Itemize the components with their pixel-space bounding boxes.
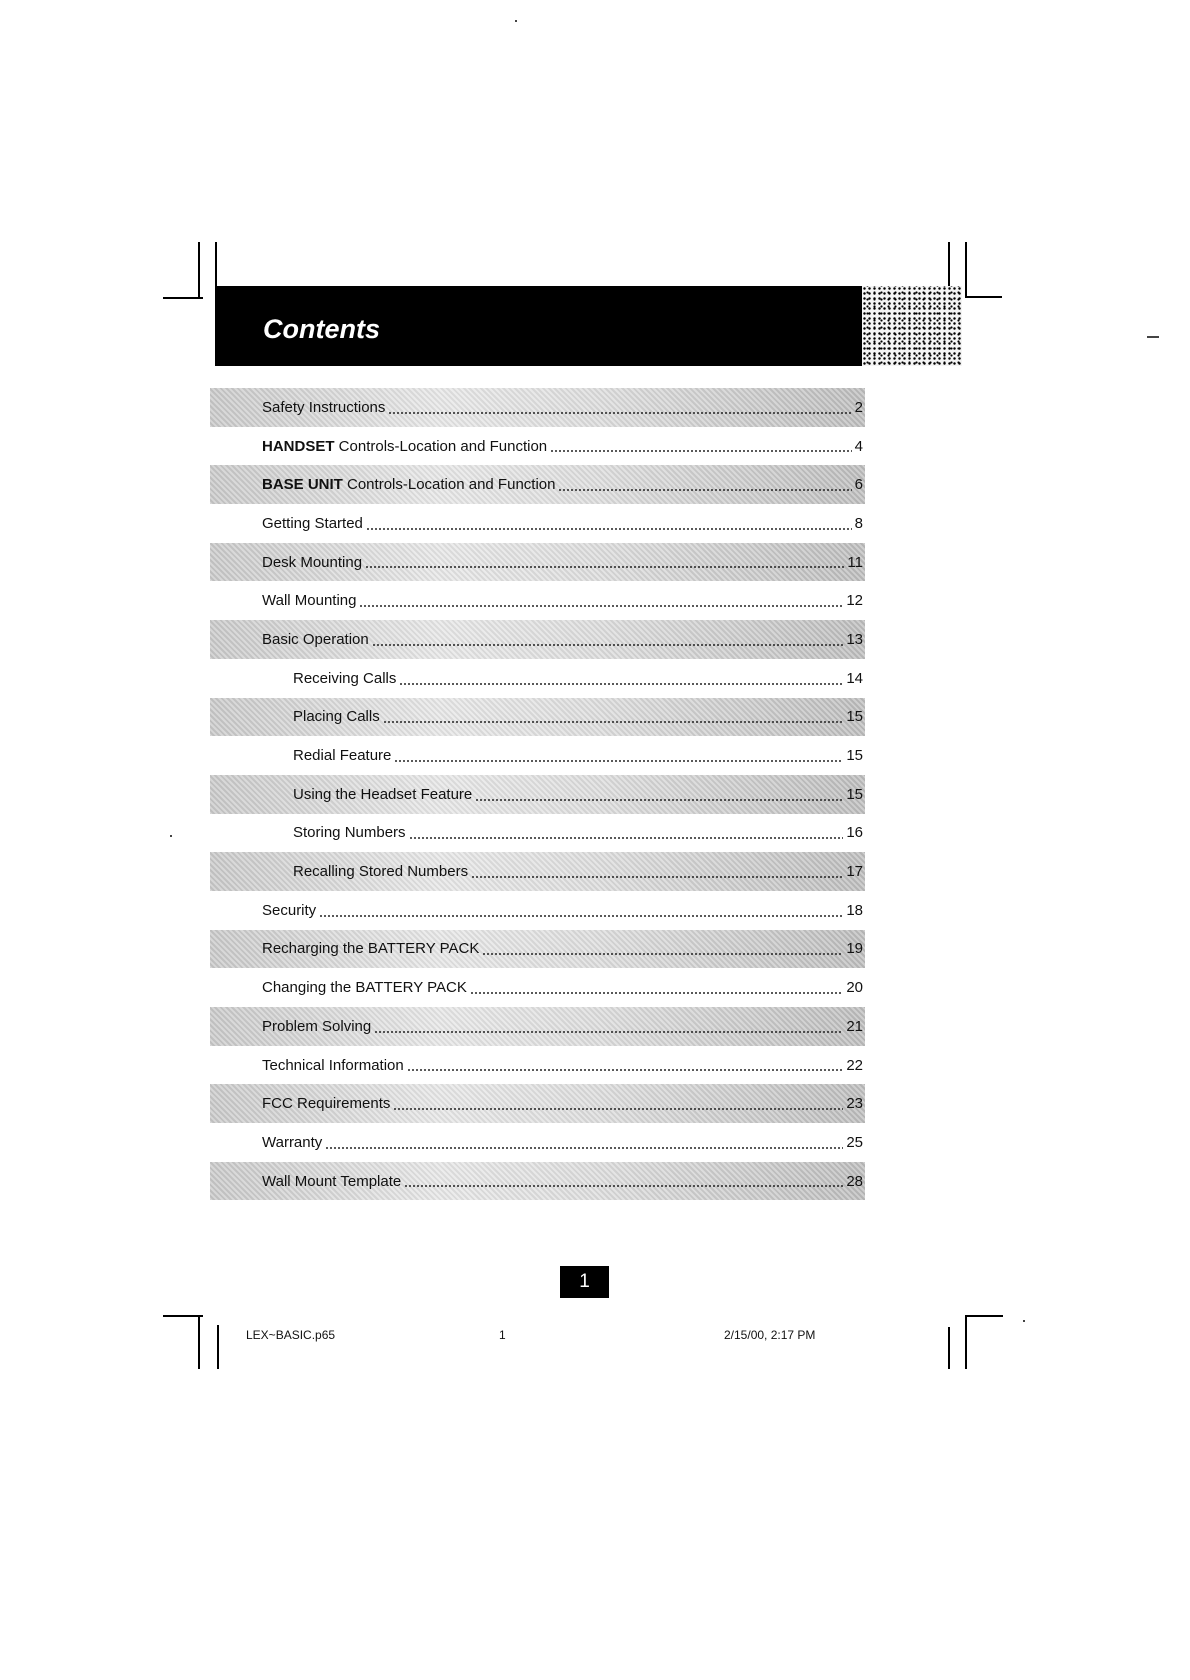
toc-entry-text: Getting Started: [262, 514, 363, 532]
crop-mark: [965, 242, 967, 297]
toc-entry-text: Recharging the BATTERY PACK: [262, 940, 480, 958]
toc-leader-dots: [550, 449, 852, 453]
toc-entry-text: Controls-Location and Function: [342, 476, 556, 494]
toc-entry-label: [262, 554, 362, 571]
toc-entry-label: [293, 863, 468, 880]
toc-entry-label: [293, 670, 396, 687]
toc-entry-text: Using the Headset Feature: [293, 785, 473, 803]
footer-file-name: LEX~BASIC.p65: [246, 1328, 336, 1342]
toc-entry-page: 4: [854, 437, 863, 455]
toc-leader-dots: [407, 1068, 844, 1072]
toc-entry-page: 12: [846, 592, 863, 610]
toc-entry: [210, 1046, 865, 1085]
toc-entry-label: [262, 1057, 404, 1074]
scan-speck: [170, 835, 172, 837]
toc-entry-label: [262, 979, 467, 996]
toc-entry-text: Problem Solving: [262, 1017, 372, 1035]
toc-entry-label: [262, 592, 356, 609]
toc-entry-page: 14: [846, 669, 863, 687]
toc-entry-label: [262, 1134, 322, 1151]
crop-mark: [965, 1315, 1003, 1317]
crop-mark: [163, 297, 203, 299]
toc-entry-label: [262, 1173, 401, 1190]
toc-entry-bold-term: BASE UNIT: [262, 476, 343, 494]
toc-entry-text: Redial Feature: [293, 747, 392, 765]
toc-entry-page: 17: [846, 863, 863, 881]
toc-entry-page: 15: [846, 747, 863, 765]
toc-entry-text: Safety Instructions: [262, 398, 386, 416]
toc-entry-text: Wall Mounting: [262, 592, 357, 610]
toc-leader-dots: [558, 488, 851, 492]
toc-entry-page: 8: [854, 514, 863, 532]
toc-entry-page: 25: [846, 1133, 863, 1151]
toc-entry: [210, 581, 865, 620]
toc-entry-label: [262, 399, 385, 416]
toc-entry-text: Basic Operation: [262, 630, 369, 648]
scan-speck: [1023, 1320, 1025, 1322]
table-of-contents: [210, 388, 865, 1200]
toc-entry-label: [293, 708, 380, 725]
toc-entry: [210, 1084, 865, 1123]
toc-entry-page: 2: [854, 398, 863, 416]
toc-leader-dots: [409, 836, 844, 840]
page-title: Contents: [263, 314, 380, 344]
toc-entry-text: FCC Requirements: [262, 1095, 391, 1113]
toc-entry: [210, 930, 865, 969]
toc-entry-label: [262, 1095, 390, 1112]
toc-entry-page: 15: [846, 785, 863, 803]
toc-entry: [210, 1162, 865, 1201]
toc-leader-dots: [374, 1030, 843, 1034]
toc-leader-dots: [366, 527, 852, 531]
toc-entry-label: [262, 940, 479, 957]
toc-entry-text: Wall Mount Template: [262, 1172, 402, 1190]
toc-entry: [210, 775, 865, 814]
toc-entry-label: [293, 786, 472, 803]
toc-entry-text: Storing Numbers: [293, 824, 406, 842]
toc-entry-label: [262, 515, 363, 532]
footer-timestamp: 2/15/00, 2:17 PM: [724, 1328, 816, 1342]
toc-entry: [210, 814, 865, 853]
crop-mark: [965, 296, 1002, 298]
toc-leader-dots: [475, 798, 843, 802]
toc-entry-text: Desk Mounting: [262, 553, 363, 571]
scan-speck: [515, 20, 517, 22]
toc-entry: [210, 891, 865, 930]
toc-leader-dots: [471, 875, 843, 879]
crop-mark: [215, 242, 217, 286]
toc-entry: [210, 852, 865, 891]
toc-entry-label: [262, 631, 369, 648]
toc-leader-dots: [399, 682, 843, 686]
toc-entry-label: [262, 438, 547, 455]
toc-entry: [210, 698, 865, 737]
toc-entry-text: Changing the BATTERY PACK: [262, 979, 467, 997]
toc-leader-dots: [372, 643, 844, 647]
toc-entry: [210, 620, 865, 659]
crop-mark: [217, 1325, 219, 1369]
toc-entry: [210, 388, 865, 427]
scan-speck: [1147, 336, 1159, 338]
toc-entry-label: [262, 902, 316, 919]
toc-entry-page: 16: [846, 824, 863, 842]
contents-header-bar: [215, 286, 962, 366]
toc-leader-dots: [319, 914, 843, 918]
toc-entry: [210, 1123, 865, 1162]
toc-entry-page: 23: [846, 1095, 863, 1113]
toc-entry-page: 28: [846, 1172, 863, 1190]
crop-mark: [948, 242, 950, 286]
toc-entry-page: 20: [846, 979, 863, 997]
toc-entry-label: [262, 476, 555, 493]
toc-entry-page: 6: [854, 476, 863, 494]
crop-mark: [198, 1315, 200, 1369]
toc-entry-label: [262, 1018, 371, 1035]
crop-mark: [965, 1315, 967, 1369]
toc-entry: [210, 543, 865, 582]
toc-entry-text: Placing Calls: [293, 708, 380, 726]
toc-entry-text: Technical Information: [262, 1056, 404, 1074]
toc-entry-page: 13: [846, 630, 863, 648]
page-number-box: 1: [560, 1266, 609, 1298]
toc-entry-bold-term: HANDSET: [262, 437, 335, 455]
toc-entry-text: Controls-Location and Function: [334, 437, 548, 455]
toc-entry-page: 21: [846, 1017, 863, 1035]
toc-entry-page: 11: [847, 553, 863, 571]
toc-entry-page: 22: [846, 1056, 863, 1074]
halftone-pattern: [862, 286, 962, 366]
toc-leader-dots: [470, 991, 843, 995]
toc-leader-dots: [404, 1184, 843, 1188]
toc-leader-dots: [393, 1107, 843, 1111]
toc-entry-text: Receiving Calls: [293, 669, 397, 687]
toc-entry-page: 19: [846, 940, 863, 958]
toc-entry-page: 15: [846, 708, 863, 726]
toc-leader-dots: [365, 565, 844, 569]
toc-entry: [210, 504, 865, 543]
toc-entry-page: 18: [846, 901, 863, 919]
toc-leader-dots: [359, 604, 843, 608]
toc-leader-dots: [383, 720, 844, 724]
crop-mark: [198, 242, 200, 297]
toc-leader-dots: [394, 759, 843, 763]
toc-entry: [210, 427, 865, 466]
crop-mark: [948, 1327, 950, 1369]
toc-entry: [210, 1007, 865, 1046]
toc-entry: [210, 659, 865, 698]
footer-page: 1: [499, 1328, 506, 1342]
toc-entry-text: Security: [262, 901, 317, 919]
toc-entry-text: Warranty: [262, 1133, 323, 1151]
crop-mark: [163, 1315, 203, 1317]
toc-entry-label: [293, 824, 406, 841]
toc-entry: [210, 736, 865, 775]
toc-entry-label: [293, 747, 391, 764]
toc-leader-dots: [482, 952, 843, 956]
toc-leader-dots: [388, 411, 851, 415]
toc-entry-text: Recalling Stored Numbers: [293, 863, 469, 881]
toc-leader-dots: [325, 1146, 843, 1150]
toc-entry: [210, 465, 865, 504]
toc-entry: [210, 968, 865, 1007]
